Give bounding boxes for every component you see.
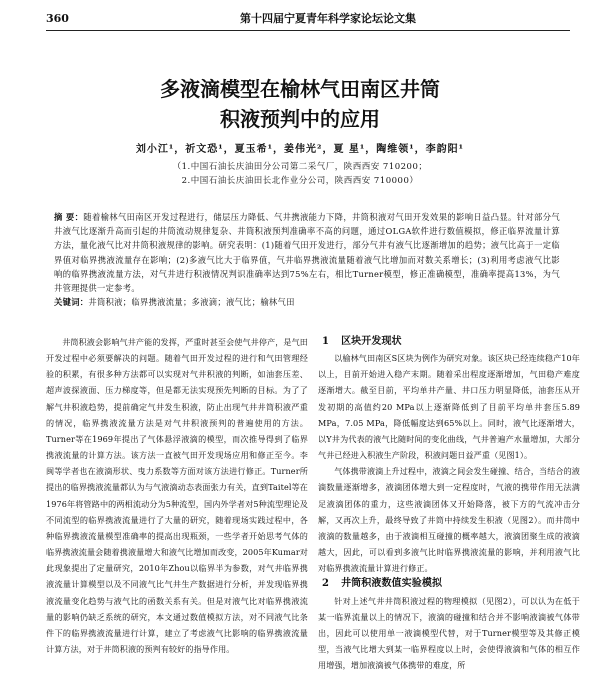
affiliations	[0, 160, 600, 188]
section-2-title: 井筒积液数值实验模拟	[341, 578, 443, 590]
section-1-paragraph-2: 气体携带液滴上升过程中，液滴之间会发生碰撞、结合，当结合的液滴数量逐渐增多，液滴团体增大到一定程度时，气液的携带作用无法满足液滴团体的重力，这些液滴团体又开始降落，被下方的气流冲击分解，又再次上升，最终导致了井筒中持续发生积液（见图2）。而井筒中液滴的数量越多，由于液滴相互碰撞的概率越大，液滴团聚生成的液滴越大，因此，可以看到多液气比时临界携液流量的影响，并利用液气比对临界携液流量计算进行修正。	[318, 466, 581, 574]
paper-title	[0, 74, 600, 134]
section-1-number: 1	[322, 336, 330, 347]
journal-name: 第十四届宁夏青年科学家论坛论文集	[240, 12, 416, 25]
left-column	[46, 334, 308, 657]
section-2-paragraph-1: 针对上述气井井筒积液过程的物理模拟（见图2），可以认为在低于某一临界流量以上的情况下，液滴的碰撞和结合并不影响液滴被气体带出，因此可以使用单一液滴模型代替，对于Turner模型等及其修正模型，当液气比增大到某一临界程度以上时，会使得液滴和气体的相互作用增强，增加液滴被气体携带的难度，所	[318, 595, 580, 671]
section-1-title: 区块开发现状	[341, 336, 402, 347]
affiliation-2: 2.中国石油长庆油田长北作业分公司，陕西西安 710000）	[181, 176, 419, 186]
intro-paragraph: 井筒积液会影响气井产能的发挥，严重时甚至会使气井停产，是气田开发过程中必须要解决的问题。随着气田开发过程的进行和气田管理经验的积累，有很多种方法都可以实现对气井积液的判断，如油套压差、超声波探液面、压力梯度等，但是都无法实现预先判断的目标。为了了解气井积液趋势，提前确定气井发生积液，防止出现气井井筒积液严重的情况，临界携液流量方法是对气井积液预判的普遍使用的方法。Turner等在1969年提出了气体悬浮液滴的模型，而次推导得到了临界携液流量的计算方法。该方法一直被气田开发现场应用和修正至今。李闽等学者也在液滴形状、曳力系数等方面对该方法进行修正。Turner所提出的临界携液流量都认为与气液滴动态表面张力有关，直到Taitel等在1976年将管路中的两相流动分为5种流型，国内外学者对5种流型理论及不同流型的临界携液流量进行了大量的研究，随着现场实践过程中，各种临界携液流量模型准确率的提高出现瓶颈，一些学者开始思考气体的临界携液流量会随着携液量增大和液气比增加而改变，2005年Kumar对此现象提出了定量研究，2010年Zhou以临界半为参数，对气井临界携液流量计算模型以及不同液气比气井生产数据进行分析，并发现临界携液流量变化趋势与液气比的函数关系有关。但是对液气比对临界携液流量的影响仍缺乏系统的研究，本文通过数值模拟方法，对不同液气比条件下的临界携液流量进行计算，建立了考虑液气比影响的临界携液流量计算方法，对于井筒积液的预判有较好的指导作用。	[46, 337, 309, 654]
right-column	[318, 334, 580, 673]
running-head	[46, 8, 570, 28]
section-2-heading	[318, 576, 580, 592]
section-1-paragraph-1: 以榆林气田南区S区块为例作为研究对象。该区块已经连续稳产10年以上，目前开始进入稳产末期。随着采出程度逐渐增加，气田稳产难度逐渐增大。截至目前，平均单井产量、井口压力明显降低，油套压从开发初期的高值约20 MPa以上逐渐降低到了目前平均单井套压5.89 MPa，7.05 MPa，降低幅度达到65%以上。同时，液气比逐渐增大，以Y井为代表的液气比随时间的变化曲线，气井普遍产水量增加，大部分气井已经进入积液生产阶段，积液问题日益严重（见图1）。	[318, 353, 580, 461]
abstract-body	[54, 210, 560, 295]
section-1-heading	[318, 334, 580, 350]
title-line-2: 积液预判中的应用	[220, 107, 380, 131]
title-line-1: 多液滴模型在榆林气田南区井筒	[160, 77, 440, 101]
keywords	[54, 295, 560, 309]
abstract-text: 随着榆林气田南区开发过程进行，储层压力降低、气井携液能力下降，井筒积液对气田开发效果的影响日益凸显。针对部分气井液气比逐渐升高而引起的井筒流动规律复杂、井筒积液预判准确率不高的问题，通过OLGA软件进行数值模拟，修正临界流量计算方法，量化液气比对井筒积液规律的影响。研究表明：(1)随着气田开发进行，部分气井有液气比逐渐增加的趋势；液气比高于一定临界值对临界携液流量存在影响；(2)多液气比大于临界值，气井临界携液流量随着液气比增加而对数关系增长；(3)利用考虑液气比影响的临界携液流量方法，对气井进行积液情况判识准确率达到75%左右，相比Turner模型，修正准确模型，准确率提高13%，为气井管理提供一定参考。	[54, 212, 560, 294]
header-rule	[46, 30, 570, 31]
section-2-number: 2	[322, 578, 330, 590]
author-list: 刘小江¹，祈文恐¹，夏玉希¹，姜伟光²，夏 星¹，陶维领¹，李韵阳¹	[135, 144, 465, 155]
affiliation-1: （1.中国石油长庆油田分公司第二采气厂，陕西西安 710200；	[172, 162, 428, 172]
abstract-label: 摘 要：	[54, 212, 84, 222]
abstract	[54, 210, 560, 309]
keywords-label: 关键词：	[54, 297, 89, 308]
keywords-text: 井筒积液；临界携液流量；多液滴；液气比；榆林气田	[88, 297, 295, 308]
page-number: 360	[46, 11, 69, 25]
